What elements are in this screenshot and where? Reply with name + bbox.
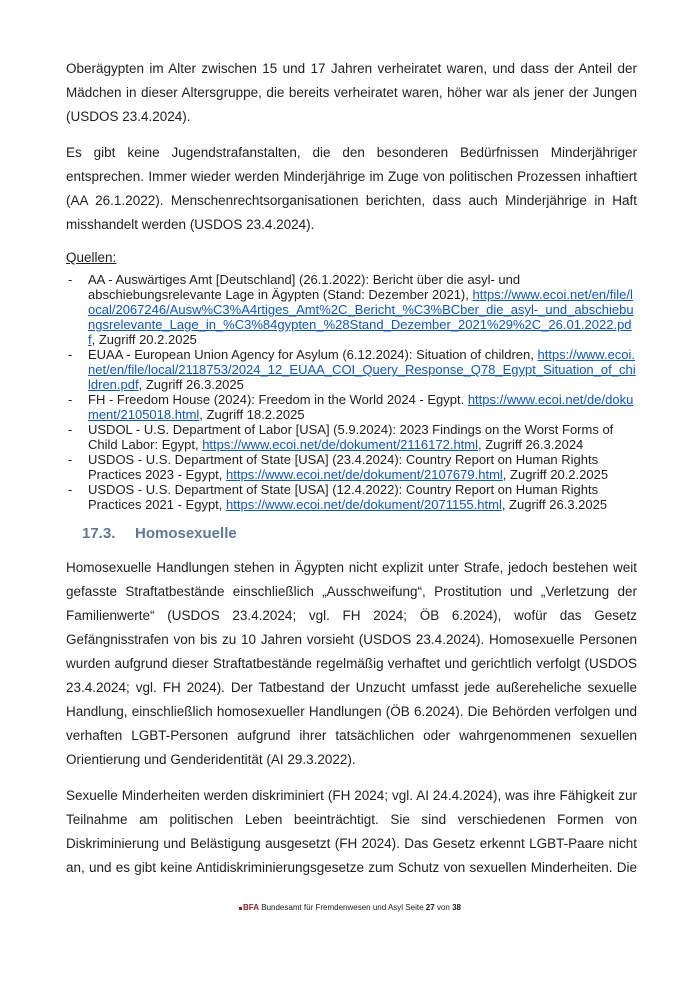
footer-page-label: Seite bbox=[405, 903, 424, 912]
source-text: FH - Freedom House (2024): Freedom in the World 2024 - Egypt. bbox=[88, 392, 468, 407]
list-dash: - bbox=[68, 452, 73, 467]
source-link[interactable]: https://www.ecoi.net/de/dokument/2105018.html bbox=[88, 392, 634, 422]
source-link[interactable]: https://www.ecoi.net/en/file/local/2067246/Ausw%C3%A4rtiges_Amt%2C_Bericht_%C3%BCber_die_asyl-_und_abschiebungsrelevante_Lage_in_%C3%84gypten_%28Stand_Dezember_2021%29%2C_26.01.2022.pdf bbox=[88, 287, 634, 347]
source-text: , Zugriff 20.2.2025 bbox=[502, 467, 609, 482]
bfa-logo-dot-icon bbox=[239, 907, 242, 910]
source-item bbox=[66, 272, 637, 347]
paragraph-juvenile-detention: Es gibt keine Jugendstrafanstalten, die den besonderen Bedürfnissen Minderjähriger entsprechen. Immer wieder werden Minderjährige im Zuge von politischen Prozessen inhaftiert (AA 26.1.2022). Menschenrechtsorganisationen berichten, dass auch Minderjährige in Haft misshandelt werden (USDOS 23.4.2024). bbox=[66, 145, 637, 232]
source-text: USDOL - U.S. Department of Labor [USA] (5.9.2024): 2023 Findings on the Worst Forms of Child Labor: Egypt, bbox=[88, 422, 614, 452]
source-text: , Zugriff 26.3.2025 bbox=[138, 377, 244, 392]
page-footer bbox=[0, 903, 700, 913]
source-item bbox=[66, 452, 637, 482]
source-text: AA - Auswärtiges Amt [Deutschland] (26.1.2022): Bericht über die asyl- und abschiebungsrelevante Lage in Ägypten (Stand: Dezember 2021), bbox=[88, 272, 521, 302]
source-item bbox=[66, 482, 637, 512]
footer-page-total: 38 bbox=[452, 903, 461, 912]
source-text: , Zugriff 26.3.2025 bbox=[501, 497, 608, 512]
list-dash: - bbox=[68, 272, 73, 287]
footer-page-number: 27 bbox=[425, 903, 435, 912]
list-dash: - bbox=[68, 482, 73, 497]
source-link[interactable]: https://www.ecoi.net/de/dokument/2071155.html bbox=[226, 497, 502, 512]
paragraph-discrimination: Sexuelle Minderheiten werden diskriminiert (FH 2024; vgl. AI 24.4.2024), was ihre Fähigkeit zur Teilnahme am politischen Leben beeinträchtigt. Sie sind verschiedenen Formen von Diskriminierung und Belästigung ausgesetzt (FH 2024). Das Gesetz erkennt LGBT-Paare nicht an, und es gibt keine Antidiskriminierungsgesetze zum Schutz von sexuellen Minderheiten. Die bbox=[66, 788, 637, 875]
paragraph-homosexuality-law: Homosexuelle Handlungen stehen in Ägypten nicht explizit unter Strafe, jedoch bestehen weit gefasste Straftatbestände einschließlich „Ausschweifung“, Prostitution und „Verletzung der Familienwerte“ (USDOS 23.4.2024; vgl. FH 2024; ÖB 6.2024), wofür das Gesetz Gefängnisstrafen von bis zu 10 Jahren vorsieht (USDOS 23.4.2024). Homosexuelle Personen wurden aufgrund dieser Straftatbestände regelmäßig verhaftet und gerichtlich verfolgt (USDOS 23.4.2024; vgl. FH 2024). Der Tatbestand der Unzucht umfasst jede außereheliche sexuelle Handlung, einschließlich homosexueller Handlungen (ÖB 6.2024). Die Behörden verfolgen und verhaften LGBT-Personen aufgrund ihrer tatsächlichen oder wahrgenommenen sexuellen Orientierung und Genderidentität (AI 29.3.2022). bbox=[66, 560, 637, 767]
section-title: Homosexuelle bbox=[135, 525, 237, 542]
source-text: USDOS - U.S. Department of State [USA] (12.4.2022): Country Report on Human Rights Practices 2021 - Egypt, bbox=[88, 482, 599, 512]
list-dash: - bbox=[68, 347, 73, 362]
source-text: , Zugriff 26.3.2024 bbox=[478, 437, 584, 452]
source-link[interactable]: https://www.ecoi.net/de/dokument/2116172.html bbox=[202, 437, 478, 452]
list-dash: - bbox=[68, 392, 73, 407]
source-item bbox=[66, 422, 637, 452]
source-text: , Zugriff 20.2.2025 bbox=[91, 332, 197, 347]
source-link[interactable]: https://www.ecoi.net/de/dokument/2107679.html bbox=[226, 467, 503, 482]
footer-of-label: von bbox=[436, 903, 450, 912]
source-text: EUAA - European Union Agency for Asylum (6.12.2024): Situation of children, bbox=[88, 347, 538, 362]
page-content bbox=[66, 0, 637, 892]
section-number: 17.3. bbox=[82, 525, 116, 542]
footer-brand: BFA bbox=[243, 903, 259, 912]
sources-label: Quellen: bbox=[66, 250, 117, 265]
sources-list bbox=[66, 272, 637, 512]
section-heading bbox=[66, 524, 637, 544]
paragraph-child-marriage: Oberägypten im Alter zwischen 15 und 17 Jahren verheiratet waren, und dass der Anteil der Mädchen in dieser Altersgruppe, die bereits verheiratet waren, höher war als jener der Jungen (USDOS 23.4.2024). bbox=[66, 61, 637, 124]
source-text: USDOS - U.S. Department of State [USA] (23.4.2024): Country Report on Human Rights Practices 2023 - Egypt, bbox=[88, 452, 599, 482]
source-item bbox=[66, 392, 637, 422]
source-link[interactable]: https://www.ecoi.net/en/file/local/2118753/2024_12_EUAA_COI_Query_Response_Q78_Egypt_Situation_of_children.pdf bbox=[88, 347, 636, 392]
list-dash: - bbox=[68, 422, 73, 437]
source-item bbox=[66, 347, 637, 392]
source-text: , Zugriff 18.2.2025 bbox=[199, 407, 305, 422]
footer-org-name: Bundesamt für Fremdenwesen und Asyl bbox=[261, 903, 404, 912]
